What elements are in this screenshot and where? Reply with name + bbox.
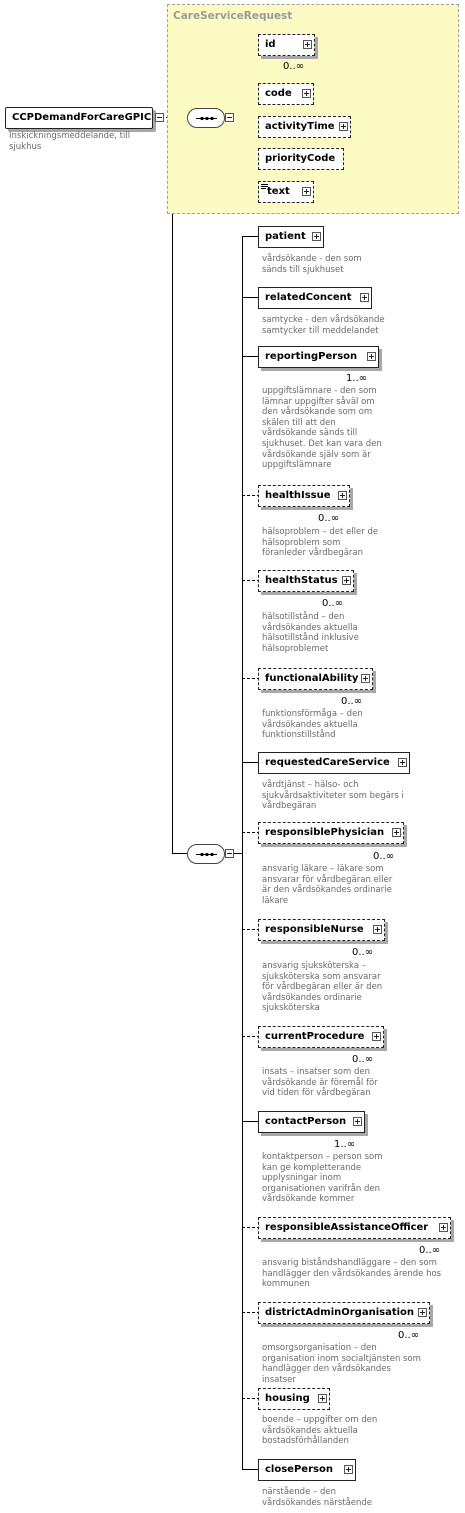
element-functionalability[interactable] [258, 668, 373, 690]
element-responsiblephysician-label: responsiblePhysician [265, 827, 385, 838]
element-responsibleassistanceofficer-doc: ansvarig biståndshandläggare – den som handlägger den vårdsökandes ärende hos kommunen [262, 1258, 442, 1290]
element-responsibleassistanceofficer[interactable] [258, 1217, 451, 1239]
element-healthissue-label: healthIssue [265, 490, 331, 501]
element-text-label: text [267, 186, 290, 197]
element-healthissue-doc: hälsoproblem – det eller de hälsoproblem som föranleder vårdbegäran [262, 527, 379, 559]
expand-icon[interactable] [342, 576, 351, 585]
element-healthstatus-doc: hälsotillstånd – den vårdsökandes aktuella hälsotillstånd inklusive hälsoproblemet [262, 612, 359, 654]
sequence-bottom-collapse-icon[interactable] [225, 849, 234, 858]
element-patient-doc: vårdsökande - den som sänds till sjukhuset [262, 254, 362, 275]
expand-icon[interactable] [338, 491, 347, 500]
element-closeperson[interactable] [258, 1459, 356, 1481]
element-currentprocedure-multiplicity: 0..∞ [352, 1054, 374, 1065]
expand-icon[interactable] [302, 187, 311, 196]
element-responsiblephysician-multiplicity: 0..∞ [373, 851, 395, 862]
element-reportingperson[interactable] [258, 346, 379, 368]
element-id-multiplicity: 0..∞ [283, 61, 305, 72]
element-requestedcareservice-doc: vårdtjänst – hälso- och sjukvårdsaktiviteter som begärs i vårdbegäran [262, 780, 404, 812]
element-healthstatus-multiplicity: 0..∞ [322, 598, 344, 609]
element-contactperson-label: contactPerson [265, 1116, 347, 1127]
element-patient[interactable] [258, 226, 324, 248]
element-requestedcareservice[interactable] [258, 752, 410, 774]
root-doc: Inskickningsmeddelande, till sjukhus [9, 131, 131, 152]
element-responsiblenurse[interactable] [258, 919, 385, 941]
element-text[interactable] [258, 181, 314, 203]
element-relatedconcent-label: relatedConcent [265, 292, 352, 303]
expand-icon[interactable] [418, 1308, 427, 1317]
expand-icon[interactable] [392, 828, 401, 837]
element-housing-doc: boende – uppgifter om den vårdsökandes aktuella bostadsförhållanden [262, 1415, 378, 1447]
element-responsiblephysician-doc: ansvarig läkare – läkare som ansvarar för vårdbegäran eller är den vårdsökandes ordinarie läkare [262, 864, 393, 906]
group-title: CareServiceRequest [173, 10, 293, 22]
element-responsiblenurse-label: responsibleNurse [265, 924, 364, 935]
element-reportingperson-doc: uppgiftslämnare - den som lämnar uppgifter såväl om den vårdsökande som om skälen till att den vårdsökande sänds till sjukhuset. Det kan vara den vårdsökande själv som är uppgiftslämnare [262, 386, 382, 471]
element-code-label: code [265, 88, 292, 99]
element-prioritycode[interactable] [258, 148, 344, 170]
element-currentprocedure-label: currentProcedure [265, 1031, 365, 1042]
expand-icon[interactable] [373, 925, 382, 934]
sequence-top-collapse-icon[interactable] [225, 113, 234, 122]
element-id-label: id [265, 39, 276, 50]
element-activitytime[interactable] [258, 116, 351, 138]
element-prioritycode-label: priorityCode [265, 153, 336, 164]
element-reportingperson-multiplicity: 1..∞ [346, 373, 368, 384]
sequence-compositor-bottom [187, 844, 225, 864]
expand-icon[interactable] [439, 1223, 448, 1232]
element-districtadminorganisation-doc: omsorgsorganisation – den organisation inom socialtjänsten som handlägger den vårdsökandes insatser [262, 1343, 421, 1385]
element-currentprocedure-doc: insats – insatser som den vårdsökande är föremål för vid tiden för vårdbegäran [262, 1067, 378, 1099]
expand-icon[interactable] [353, 1117, 362, 1126]
element-healthstatus-label: healthStatus [265, 575, 338, 586]
expand-icon[interactable] [360, 293, 369, 302]
element-responsibleassistanceofficer-multiplicity: 0..∞ [419, 1245, 441, 1256]
element-responsiblenurse-doc: ansvarig sjuksköterska – sjuksköterska som ansvarar för vårdbegäran eller är den vårdsökandes ordinarie sjuksköterska [262, 961, 383, 1014]
element-relatedconcent[interactable] [258, 287, 372, 309]
sequence-icon [188, 845, 226, 865]
element-contactperson-doc: kontaktperson – person som kan ge kompletterande upplysningar inom organisationen varifrån den vårdsökande kommer [262, 1152, 383, 1205]
expand-icon[interactable] [361, 674, 370, 683]
expand-icon[interactable] [372, 1032, 381, 1041]
sequence-icon [188, 109, 226, 129]
element-functionalability-doc: funktionsförmåga – den vårdsökandes aktuella funktionstillstånd [262, 709, 363, 741]
element-districtadminorganisation-label: districtAdminOrganisation [265, 1307, 415, 1318]
element-responsiblenurse-multiplicity: 0..∞ [352, 947, 374, 958]
element-closeperson-doc: närstående – den vårdsökandes närstående [262, 1487, 373, 1508]
element-reportingperson-label: reportingPerson [265, 351, 358, 362]
expand-icon[interactable] [398, 758, 407, 767]
element-responsibleassistanceofficer-label: responsibleAssistanceOfficer [265, 1222, 429, 1233]
element-functionalability-multiplicity: 0..∞ [341, 696, 363, 707]
root-element[interactable] [5, 107, 153, 129]
element-code[interactable] [258, 83, 314, 105]
element-contactperson[interactable] [258, 1111, 365, 1133]
element-healthissue-multiplicity: 0..∞ [318, 513, 340, 524]
element-relatedconcent-doc: samtycke - den vårdsökande samtycker till meddelandet [262, 315, 385, 336]
expand-icon[interactable] [344, 1465, 353, 1474]
element-patient-label: patient [265, 231, 306, 242]
element-healthstatus[interactable] [258, 570, 354, 592]
element-healthissue[interactable] [258, 485, 350, 507]
element-currentprocedure[interactable] [258, 1026, 384, 1048]
expand-icon[interactable] [302, 89, 311, 98]
root-collapse-icon[interactable] [155, 113, 164, 122]
element-housing-label: housing [265, 1393, 310, 1404]
element-districtadminorganisation-multiplicity: 0..∞ [398, 1330, 420, 1341]
element-housing[interactable] [258, 1388, 330, 1410]
element-id[interactable] [258, 34, 315, 56]
expand-icon[interactable] [303, 40, 312, 49]
element-contactperson-multiplicity: 1..∞ [334, 1139, 356, 1150]
mixed-content-icon [261, 184, 269, 190]
element-closeperson-label: closePerson [265, 1464, 333, 1475]
element-functionalability-label: functionalAbility [265, 673, 359, 684]
element-requestedcareservice-label: requestedCareService [265, 757, 390, 768]
element-responsiblephysician[interactable] [258, 822, 404, 844]
expand-icon[interactable] [318, 1394, 327, 1403]
element-districtadminorganisation[interactable] [258, 1302, 430, 1324]
expand-icon[interactable] [339, 122, 348, 131]
expand-icon[interactable] [367, 352, 376, 361]
sequence-compositor-top [187, 108, 225, 128]
root-element-label: CCPDemandForCareGPIC [12, 112, 152, 123]
element-activitytime-label: activityTime [265, 121, 335, 132]
expand-icon[interactable] [312, 232, 321, 241]
